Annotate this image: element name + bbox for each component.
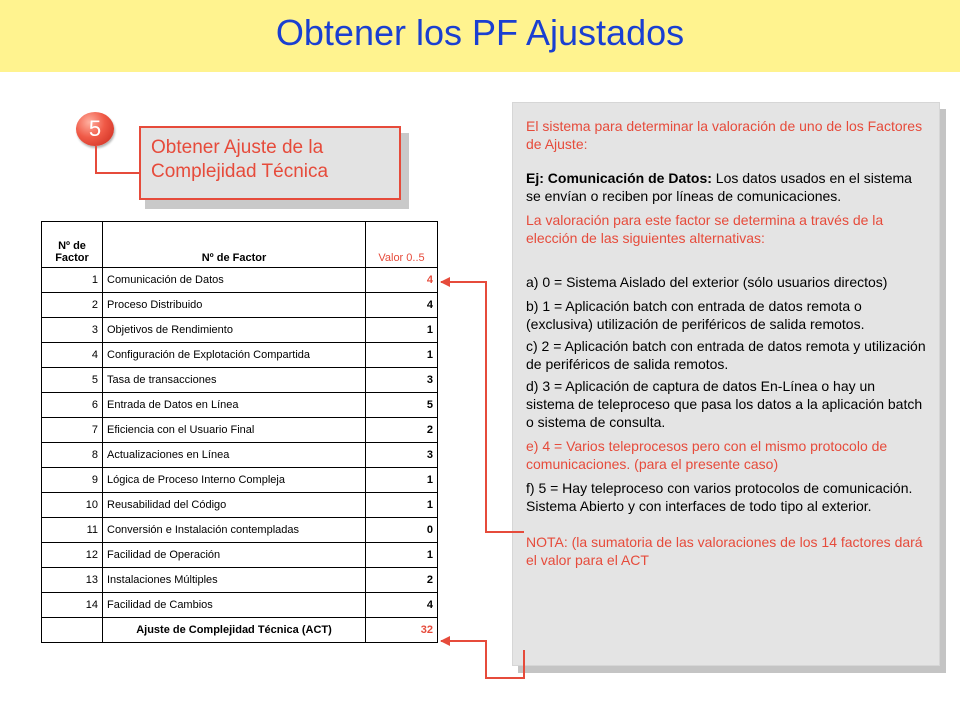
option-d: d) 3 = Aplicación de captura de datos En-Línea o hay un sistema de teleproceso que pasa los datos a la aplicación batch o sistema de consulta. [526, 378, 923, 430]
column-header-name: Nº de Factor [103, 222, 366, 268]
factor-name: Lógica de Proceso Interno Compleja [103, 468, 366, 493]
step-label-line2: Complejidad Técnica [151, 161, 329, 182]
factor-number: 7 [42, 418, 103, 443]
option-e: e) 4 = Varios teleprocesos pero con el mismo protocolo de comunicaciones. (para el presente caso) [526, 438, 888, 472]
factor-number: 12 [42, 543, 103, 568]
factor-number: 3 [42, 318, 103, 343]
factor-number: 9 [42, 468, 103, 493]
total-label: Ajuste de Complejidad Técnica (ACT) [103, 618, 366, 643]
factor-name: Instalaciones Múltiples [103, 568, 366, 593]
factor-number: 5 [42, 368, 103, 393]
factor-number: 1 [42, 268, 103, 293]
factor-number: 14 [42, 593, 103, 618]
factor-name: Facilidad de Operación [103, 543, 366, 568]
factor-number: 13 [42, 568, 103, 593]
factor-value: 2 [366, 568, 438, 593]
panel-valuation: La valoración para este factor se determina a través de la elección de las siguientes alternativas: [526, 212, 884, 246]
arrow-option-e-to-row1 [441, 282, 524, 532]
factor-value: 2 [366, 418, 438, 443]
factor-value: 4 [366, 268, 438, 293]
factor-name: Reusabilidad del Código [103, 493, 366, 518]
option-c: c) 2 = Aplicación batch con entrada de datos remota y utilización de periféricos de salida remotos. [526, 338, 926, 372]
panel-note: NOTA: (la sumatoria de las valoraciones de los 14 factores dará el valor para el ACT [526, 534, 923, 568]
total-value: 32 [366, 618, 438, 643]
option-f: f) 5 = Hay teleproceso con varios protocolos de comunicación. Sistema Abierto y con interfaces de todo tipo al exterior. [526, 480, 913, 514]
factor-name: Proceso Distribuido [103, 293, 366, 318]
column-header-value-label: Valor 0..5 [378, 252, 425, 264]
factor-name: Conversión e Instalación contempladas [103, 518, 366, 543]
factor-number: 10 [42, 493, 103, 518]
factor-value: 1 [366, 468, 438, 493]
factor-value: 5 [366, 393, 438, 418]
factor-name: Objetivos de Rendimiento [103, 318, 366, 343]
factor-name: Tasa de transacciones [103, 368, 366, 393]
factor-name: Comunicación de Datos [103, 268, 366, 293]
factor-name: Entrada de Datos en Línea [103, 393, 366, 418]
factor-number: 6 [42, 393, 103, 418]
factor-value: 1 [366, 543, 438, 568]
arrow-note-to-total [441, 641, 524, 678]
column-header-number-line1: Nº de [58, 240, 86, 252]
factor-value: 1 [366, 318, 438, 343]
factor-name: Configuración de Explotación Compartida [103, 343, 366, 368]
factor-name: Eficiencia con el Usuario Final [103, 418, 366, 443]
step-number-badge: 5 [76, 112, 114, 146]
page-title: Obtener los PF Ajustados [275, 12, 685, 53]
factor-value: 4 [366, 293, 438, 318]
panel-intro: El sistema para determinar la valoración de uno de los Factores de Ajuste: [526, 118, 923, 152]
option-b: b) 1 = Aplicación batch con entrada de datos remota o (exclusiva) utilización de periféricos de salida remotos. [526, 298, 865, 332]
factor-number: 4 [42, 343, 103, 368]
option-a: a) 0 = Sistema Aislado del exterior (sólo usuarios directos) [526, 274, 888, 290]
factor-name: Facilidad de Cambios [103, 593, 366, 618]
factor-name: Actualizaciones en Línea [103, 443, 366, 468]
factor-number: 11 [42, 518, 103, 543]
factor-value: 1 [366, 343, 438, 368]
factor-value: 1 [366, 493, 438, 518]
factor-value: 3 [366, 443, 438, 468]
panel-example-label: Ej: Comunicación de Datos: [526, 170, 712, 186]
factor-value: 4 [366, 593, 438, 618]
column-header-number-line2: Factor [55, 252, 89, 264]
step-label-line1: Obtener Ajuste de la [151, 137, 324, 158]
factor-number: 8 [42, 443, 103, 468]
factor-value: 0 [366, 518, 438, 543]
factor-number: 2 [42, 293, 103, 318]
factor-value: 3 [366, 368, 438, 393]
panel-example-text: Los datos usados en el sistema se envían o reciben por líneas de comunicaciones. [526, 170, 912, 204]
